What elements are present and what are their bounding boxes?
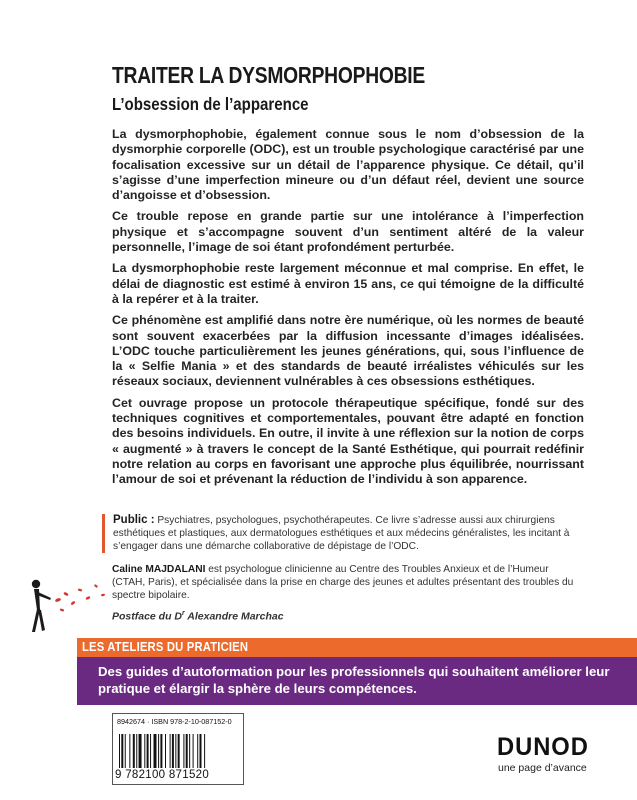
book-title: TRAITER LA DYSMORPHOPHOBIE [112,62,426,88]
series-name: LES ATELIERS DU PRATICIEN [82,640,249,654]
barcode-bar [150,734,151,768]
barcode-bar [147,734,149,768]
barcode-bar [170,734,171,768]
author-name: Caline MAJDALANI [112,564,206,575]
publisher-tagline: une page d’avance [498,762,587,774]
barcode-bar [183,734,184,768]
barcode-bar [139,734,142,768]
isbn-line: 8942674 · ISBN 978-2-10-087152-0 [117,717,232,726]
barcode-bar [119,734,120,768]
barcode-bar [154,734,157,768]
barcode-bar [172,734,174,768]
barcode-bar [193,734,194,768]
barcode-bar [125,734,126,768]
summary-paragraph: Ce trouble repose en grande partie sur une intolérance à l’imperfection physique et s’accompagne souvent d’un sentiment altéré de la valeur personnelle, l’image de soi étant profondément perturbée. [112,209,584,255]
barcode-bar [136,734,137,768]
barcode-bar [178,734,180,768]
series-description: Des guides d’autoformation pour les professionnels qui souhaitent améliorer leur pratique et élargir la sphère de leurs compétences. [98,664,610,696]
summary-paragraph: Ce phénomène est amplifié dans notre ère numérique, où les normes de beauté sont souvent exacerbées par la diffusion incessante d’images idéalisées. L’ODC touche particulièrement les jeunes générations, qui, sous l’influence de la « Selfie Mania » et des standards de beauté irréalistes véhiculés sur les réseaux sociaux, deviennent vulnérables à ces obsessions esthétiques. [112,313,584,389]
audience-label: Public : [113,514,155,526]
barcode-bars [119,734,237,768]
postface-prefix: Postface du D [112,610,183,623]
summary-paragraph: Cet ouvrage propose un protocole thérapeutique spécifique, fondé sur des techniques cognitives et comportementales, pouvant être adapté en fonction des besoins individuels. En outre, il invite à une réflexion sur la notion de corps « augmenté » à travers le concept de la Santé Esthétique, qui pourrait redéfinir notre relation au corps en favorisant une approche plus équilibrée, nourrissant l’amour de soi et prévenant la réduction de l’individu à son apparence. [112,395,584,487]
publisher-logo [497,733,607,773]
barcode-bar [186,734,188,768]
barcode-digits: 9 782100 871520 [115,769,210,781]
summary-paragraph: La dysmorphophobie reste largement méconnue et mal comprise. En effet, le délai de diagnostic est estimé à environ 15 ans, ce qui témoigne de la difficulté à la repérer et à la traiter. [112,261,584,306]
audience-text: Psychiatres, psychologues, psychothérapeutes. Ce livre s’adresse aussi aux chirurgiens esthétiques et plastiques, aux dermatologues esthétiques et aux médecins généralistes, les incitant à s’engager dans une démarche collaborative de dépistage de l’ODC. [113,515,570,552]
publisher-name: DUNOD [497,733,589,761]
barcode-bar [200,734,202,768]
barcode-bar [121,734,123,768]
barcode-bar [133,734,135,768]
barcode-bar [129,734,130,768]
barcode-bar [144,734,145,768]
barcode-bar [158,734,159,768]
summary-paragraph: La dysmorphophobie, également connue sous le nom d’obsession de la dysmorphie corporelle (ODC), est un trouble psychologique caractérisé par une focalisation excessive sur un détail de l’apparence physique. Ce détail, qu’il s’agisse d’une imperfection mineure ou d’un défaut réel, devient une source d’angoisse et d’obsession. [112,127,584,203]
back-cover-summary [112,127,584,494]
postface-sup: r [182,610,185,617]
barcode-bar [160,734,162,768]
barcode-bar [189,734,190,768]
barcode-bar [165,734,166,768]
author-bio-text: est psychologue clinicienne au Centre des Troubles Anxieux et de l’Humeur (CTAH, Paris), et spécialisée dans la prise en charge des jeunes et adultes présentant des troubles du spectre bipolaire. [112,564,574,601]
red-petals-icon [55,584,106,612]
postface-name: Alexandre Marchac [184,610,284,623]
barcode-bar [175,734,176,768]
barcode-bar [197,734,198,768]
author-bio [112,563,582,602]
book-subtitle: L’obsession de l’apparence [112,94,309,114]
audience-block [102,514,591,553]
barcode-bar [204,734,205,768]
postface-credit [112,610,284,623]
isbn-barcode [112,713,244,785]
